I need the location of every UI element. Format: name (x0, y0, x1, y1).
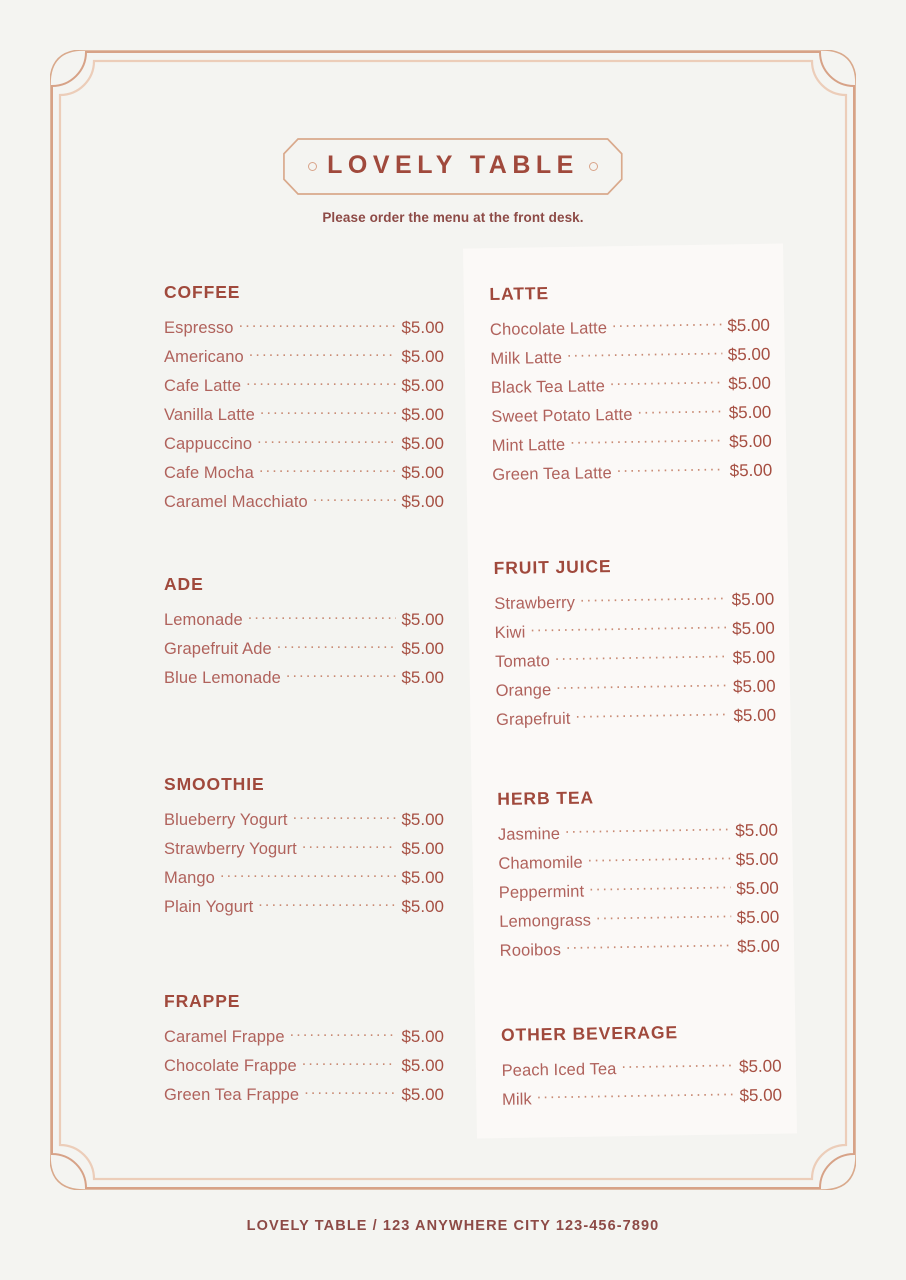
leader-dots (290, 1026, 397, 1042)
menu-item-row (164, 346, 444, 367)
leader-dots (617, 460, 725, 478)
menu-item-row (164, 317, 444, 338)
leader-dots (565, 820, 731, 839)
menu-item-name: Vanilla Latte (164, 406, 255, 424)
leader-dots (302, 1055, 397, 1071)
menu-item-row (164, 667, 444, 688)
leader-dots (286, 667, 397, 683)
menu-item-row (500, 936, 780, 961)
leader-dots (612, 315, 723, 333)
menu-item-row (496, 705, 776, 730)
menu-section (164, 991, 444, 1113)
leader-dots (260, 404, 397, 420)
menu-item-name: Cafe Mocha (164, 464, 254, 482)
menu-item-row (164, 1084, 444, 1105)
menu-item-name: Green Tea Latte (492, 464, 612, 484)
menu-item-price: $5.00 (732, 647, 776, 668)
menu-item-row (491, 373, 771, 398)
section-heading: HERB TEA (497, 787, 595, 809)
menu-item-price: $5.00 (738, 1056, 782, 1077)
leader-dots (580, 589, 727, 607)
menu-item-name: Sweet Potato Latte (491, 405, 633, 426)
section-item-list (498, 820, 780, 961)
menu-section (164, 774, 444, 925)
menu-section (489, 280, 772, 493)
leader-dots (610, 373, 724, 391)
leader-dots (249, 346, 397, 362)
leader-dots (555, 647, 728, 666)
section-heading: FRAPPE (164, 991, 241, 1011)
menu-item-name: Grapefruit (495, 709, 571, 729)
menu-item-row (164, 609, 444, 630)
leader-dots (589, 878, 731, 896)
menu-item-row (164, 809, 444, 830)
menu-item-row (495, 618, 775, 643)
menu-footer: LOVELY TABLE / 123 ANYWHERE CITY 123-456-7890 (246, 1218, 660, 1234)
menu-item-name: Cappuccino (164, 435, 253, 453)
menu-item-row (164, 375, 444, 396)
menu-item-name: Plain Yogurt (164, 898, 254, 916)
menu-item-name: Mango (164, 869, 215, 887)
menu-item-price: $5.00 (401, 405, 444, 424)
menu-item-price: $5.00 (401, 376, 444, 395)
section-heading: COFFEE (164, 282, 241, 302)
menu-item-row (494, 589, 774, 614)
leader-dots (556, 676, 728, 695)
menu-item-row (164, 491, 444, 512)
menu-item-price: $5.00 (401, 897, 444, 916)
section-heading: LATTE (489, 283, 550, 304)
menu-item-price: $5.00 (401, 463, 444, 482)
section-item-list (494, 589, 776, 730)
menu-section (497, 785, 780, 969)
menu-item-row (495, 676, 775, 701)
menu-item-price: $5.00 (727, 344, 771, 365)
menu-item-price: $5.00 (401, 1056, 444, 1075)
leader-dots (637, 402, 723, 419)
menu-item-name: Strawberry Yogurt (164, 840, 297, 858)
leader-dots (258, 896, 396, 912)
menu-item-name: Grapefruit Ade (164, 640, 272, 658)
menu-item-row (495, 647, 775, 672)
page-title: LOVELY TABLE (327, 151, 579, 179)
menu-item-name: Caramel Frappe (164, 1028, 285, 1046)
leader-dots (302, 838, 397, 854)
menu-item-name: Caramel Macchiato (164, 493, 308, 511)
menu-item-price: $5.00 (728, 373, 771, 394)
menu-section (494, 554, 777, 738)
section-heading: SMOOTHIE (164, 774, 265, 794)
menu-item-name: Peach Iced Tea (501, 1060, 617, 1080)
menu-item-row (164, 462, 444, 483)
menu-item-name: Jasmine (497, 824, 561, 844)
menu-item-row (492, 431, 772, 456)
menu-item-row (501, 1056, 781, 1081)
header-subtitle: Please order the menu at the front desk. (322, 210, 584, 225)
menu-item-row (164, 867, 444, 888)
menu-item-row (499, 907, 779, 932)
menu-item-price: $5.00 (401, 434, 444, 453)
menu-item-name: Chamomile (498, 853, 583, 873)
menu-item-row (492, 460, 772, 485)
menu-item-name: Kiwi (494, 623, 526, 642)
menu-item-name: Chocolate Latte (489, 319, 608, 339)
menu-item-price: $5.00 (733, 705, 777, 726)
menu-item-price: $5.00 (401, 318, 444, 337)
section-item-list (501, 1056, 782, 1110)
leader-dots (304, 1084, 396, 1100)
menu-item-name: Rooibos (499, 940, 562, 960)
circle-ornament-right-icon (589, 162, 598, 171)
menu-item-price: $5.00 (729, 460, 773, 481)
leader-dots (537, 1085, 735, 1104)
menu-item-name: Chocolate Frappe (164, 1057, 297, 1075)
leader-dots (588, 849, 731, 867)
menu-item-row (491, 402, 771, 427)
menu-item-name: Orange (495, 681, 552, 700)
menu-item-price: $5.00 (736, 878, 779, 899)
leader-dots (220, 867, 397, 883)
menu-item-row (164, 896, 444, 917)
menu-item-name: Americano (164, 348, 244, 366)
leader-dots (621, 1056, 734, 1074)
menu-item-name: Milk (501, 1090, 532, 1109)
menu-item-name: Blueberry Yogurt (164, 811, 288, 829)
menu-item-price: $5.00 (401, 1085, 444, 1104)
menu-item-name: Lemonade (164, 611, 243, 629)
section-heading: OTHER BEVERAGE (500, 1022, 679, 1045)
menu-item-row (164, 1055, 444, 1076)
menu-item-row (164, 433, 444, 454)
menu-item-name: Peppermint (498, 882, 585, 902)
menu-item-row (498, 820, 778, 845)
menu-section (501, 1021, 782, 1118)
leader-dots (575, 705, 728, 723)
leader-dots (596, 907, 732, 925)
menu-item-price: $5.00 (401, 610, 444, 629)
menu-item-name: Milk Latte (490, 348, 563, 368)
menu-item-price: $5.00 (731, 589, 775, 610)
leader-dots (567, 344, 723, 362)
menu-item-row (502, 1085, 782, 1110)
menu-item-price: $5.00 (735, 820, 779, 841)
menu-item-price: $5.00 (736, 907, 780, 928)
menu-item-row (498, 849, 778, 874)
menu-section (164, 574, 444, 696)
section-item-list (164, 809, 444, 917)
title-plate (283, 138, 623, 195)
menu-item-price: $5.00 (736, 936, 780, 957)
menu-header (0, 138, 906, 225)
menu-item-row (490, 344, 770, 369)
menu-item-name: Espresso (164, 319, 234, 337)
menu-item-price: $5.00 (401, 492, 444, 511)
section-item-list (164, 609, 444, 688)
menu-item-price: $5.00 (727, 315, 771, 336)
menu-item-row (164, 838, 444, 859)
menu-item-name: Strawberry (494, 593, 576, 613)
menu-item-price: $5.00 (401, 1027, 444, 1046)
menu-item-price: $5.00 (401, 668, 444, 687)
leader-dots (313, 491, 397, 507)
leader-dots (566, 936, 732, 955)
menu-item-name: Blue Lemonade (164, 669, 281, 687)
leader-dots (277, 638, 397, 654)
leader-dots (259, 462, 396, 478)
menu-item-price: $5.00 (401, 868, 444, 887)
leader-dots (239, 317, 397, 333)
section-heading: FRUIT JUICE (493, 556, 612, 578)
menu-item-name: Black Tea Latte (490, 377, 606, 397)
menu-item-row (164, 404, 444, 425)
menu-item-price: $5.00 (735, 849, 779, 870)
leader-dots (257, 433, 396, 449)
leader-dots (570, 431, 724, 449)
menu-item-price: $5.00 (401, 810, 444, 829)
menu-item-price: $5.00 (401, 839, 444, 858)
leader-dots (530, 618, 727, 637)
leader-dots (246, 375, 396, 391)
section-item-list (490, 315, 773, 485)
menu-item-price: $5.00 (728, 402, 772, 423)
menu-item-name: Tomato (495, 652, 551, 671)
menu-item-price: $5.00 (401, 639, 444, 658)
section-item-list (164, 1026, 444, 1105)
menu-item-price: $5.00 (401, 347, 444, 366)
menu-item-price: $5.00 (739, 1085, 783, 1106)
menu-item-row (490, 315, 770, 340)
menu-item-row (499, 878, 779, 903)
menu-section (164, 282, 444, 520)
menu-item-row (164, 638, 444, 659)
leader-dots (293, 809, 397, 825)
menu-item-name: Green Tea Frappe (164, 1086, 300, 1104)
leader-dots (248, 609, 397, 625)
menu-item-name: Lemongrass (499, 911, 592, 931)
menu-item-price: $5.00 (732, 676, 776, 697)
menu-item-price: $5.00 (729, 431, 772, 452)
menu-item-price: $5.00 (731, 618, 775, 639)
menu-item-row (164, 1026, 444, 1047)
menu-item-name: Mint Latte (491, 435, 566, 455)
section-item-list (164, 317, 444, 512)
menu-item-name: Cafe Latte (164, 377, 242, 395)
section-heading: ADE (164, 574, 204, 594)
